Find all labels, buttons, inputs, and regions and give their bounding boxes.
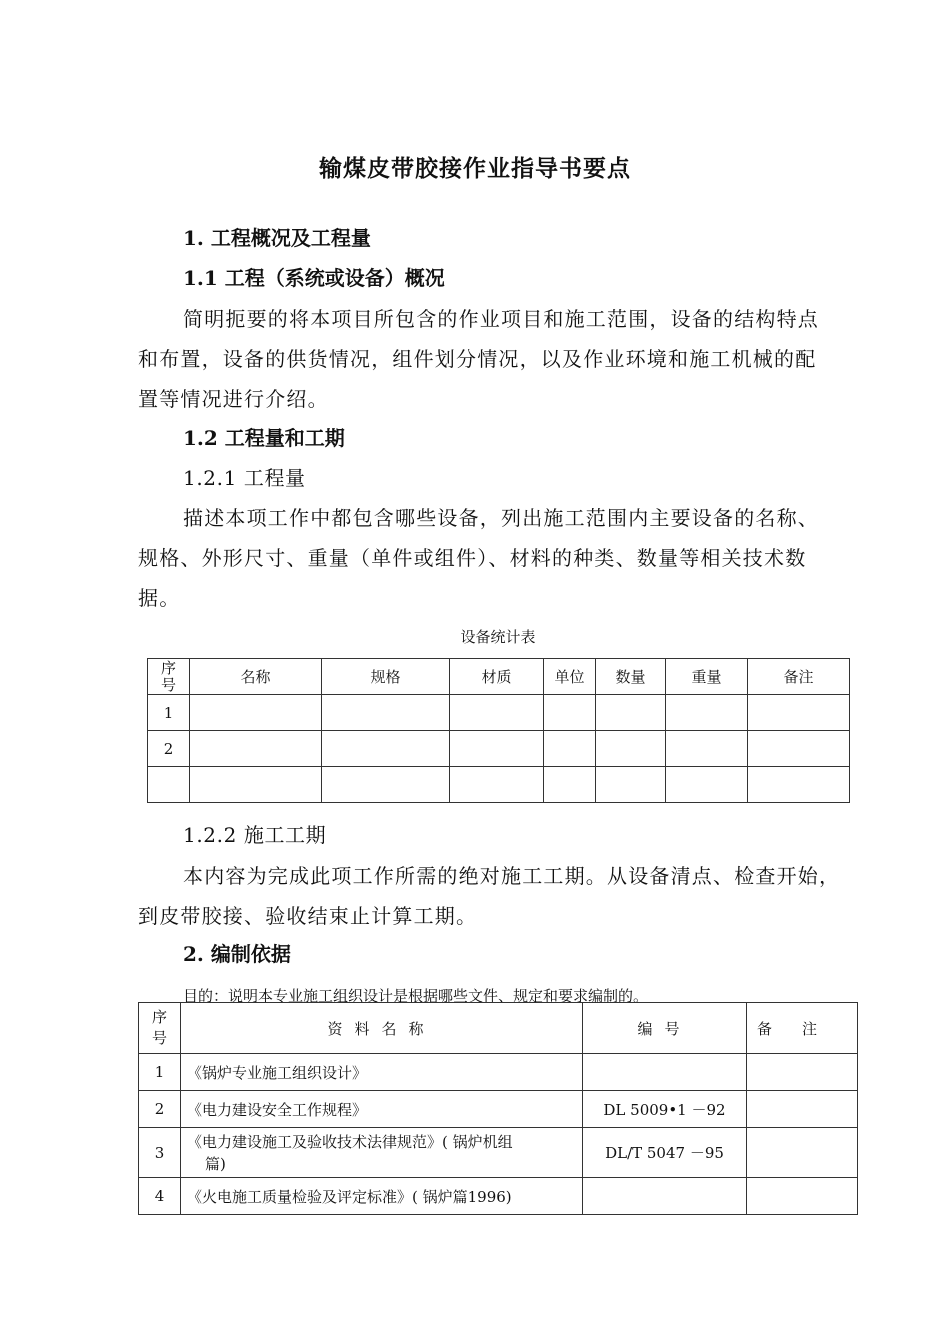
table-cell bbox=[748, 731, 850, 767]
table-cell-remark bbox=[747, 1178, 858, 1215]
table-row bbox=[139, 1178, 858, 1215]
equipment-table bbox=[147, 658, 850, 803]
heading-section-1-2-2: 1.2.2 施工工期 bbox=[183, 823, 327, 847]
paragraph-line: 和布置，设备的供货情况，组件划分情况，以及作业环境和施工机械的配 bbox=[138, 347, 817, 371]
doc-name-line: 《电力建设施工及验收技术法律规范》( 锅炉机组 bbox=[187, 1132, 513, 1151]
header-seq-char: 号 bbox=[160, 675, 176, 694]
table-header-row bbox=[148, 659, 850, 695]
table-caption: 设备统计表 bbox=[460, 628, 536, 646]
table-cell bbox=[748, 695, 850, 731]
table-cell bbox=[450, 731, 544, 767]
table-cell: 2 bbox=[148, 731, 190, 767]
table-cell bbox=[596, 767, 666, 803]
header-cell-remark: 备注 bbox=[748, 659, 850, 695]
header-cell-doc-name: 资料名称 bbox=[181, 1003, 583, 1054]
paragraph-line: 描述本项工作中都包含哪些设备，列出施工范围内主要设备的名称、 bbox=[183, 506, 819, 530]
table-header-row bbox=[139, 1003, 858, 1054]
header-cell-name: 名称 bbox=[190, 659, 322, 695]
paragraph-line: 规格、外形尺寸、重量（单件或组件）、材料的种类、数量等相关技术数 bbox=[138, 546, 807, 570]
table-cell-code bbox=[583, 1054, 747, 1091]
table-cell-seq: 2 bbox=[139, 1091, 181, 1128]
table-cell-remark bbox=[747, 1091, 858, 1128]
table-cell: 1 bbox=[148, 695, 190, 731]
table-cell-remark bbox=[747, 1128, 858, 1178]
table-cell-doc-name: 《锅炉专业施工组织设计》 bbox=[181, 1054, 583, 1091]
heading-section-1-2-1: 1.2.1 工程量 bbox=[183, 466, 306, 490]
heading-section-1-2: 1.2 工程量和工期 bbox=[183, 426, 345, 450]
paragraph-line: 简明扼要的将本项目所包含的作业项目和施工范围，设备的结构特点 bbox=[183, 307, 819, 331]
table-cell bbox=[450, 767, 544, 803]
table-row bbox=[139, 1054, 858, 1091]
table-cell-remark bbox=[747, 1054, 858, 1091]
header-cell-spec: 规格 bbox=[322, 659, 450, 695]
document-title: 输煤皮带胶接作业指导书要点 bbox=[319, 155, 631, 182]
table-cell bbox=[666, 767, 748, 803]
table-cell-seq: 4 bbox=[139, 1178, 181, 1215]
header-seq-char: 序 bbox=[160, 658, 176, 677]
table-cell bbox=[666, 731, 748, 767]
table-cell-doc-name: 《电力建设安全工作规程》 bbox=[181, 1091, 583, 1128]
header-cell-seq bbox=[139, 1003, 181, 1054]
heading-section-2: 2. 编制依据 bbox=[183, 942, 291, 966]
basis-table bbox=[138, 1002, 858, 1215]
table-cell bbox=[190, 731, 322, 767]
header-seq-char: 序 bbox=[151, 1008, 167, 1026]
table-cell bbox=[450, 695, 544, 731]
doc-name-line: 篇) bbox=[205, 1154, 226, 1173]
table-cell bbox=[544, 767, 596, 803]
table-cell bbox=[322, 767, 450, 803]
table-row bbox=[139, 1091, 858, 1128]
table-cell bbox=[148, 767, 190, 803]
header-cell-quantity: 数量 bbox=[596, 659, 666, 695]
table-cell-doc-name: 《火电施工质量检验及评定标准》( 锅炉篇1996) bbox=[181, 1178, 583, 1215]
paragraph-line: 到皮带胶接、验收结束止计算工期。 bbox=[138, 904, 478, 928]
heading-section-1-1: 1.1 工程（系统或设备）概况 bbox=[183, 266, 445, 290]
paragraph-line: 本内容为完成此项工作所需的绝对施工工期。从设备清点、检查开始， bbox=[183, 864, 841, 888]
header-cell-seq bbox=[148, 659, 190, 695]
table-cell-code: DL 5009•1 －92 bbox=[583, 1091, 747, 1128]
header-seq-char: 号 bbox=[151, 1029, 167, 1047]
table-cell bbox=[322, 695, 450, 731]
header-cell-code: 编号 bbox=[583, 1003, 747, 1054]
table-cell bbox=[544, 731, 596, 767]
table-cell-code: DL/T 5047 －95 bbox=[583, 1128, 747, 1178]
table-cell bbox=[190, 767, 322, 803]
table-cell-seq: 3 bbox=[139, 1128, 181, 1178]
table-cell bbox=[666, 695, 748, 731]
table-cell bbox=[322, 731, 450, 767]
table-row bbox=[139, 1128, 858, 1178]
table-cell bbox=[544, 695, 596, 731]
header-cell-material: 材质 bbox=[450, 659, 544, 695]
table-cell-code bbox=[583, 1178, 747, 1215]
table-row bbox=[148, 731, 850, 767]
table-cell bbox=[190, 695, 322, 731]
table-cell bbox=[748, 767, 850, 803]
header-cell-remark: 备注 bbox=[747, 1003, 858, 1054]
header-cell-unit: 单位 bbox=[544, 659, 596, 695]
table-cell-seq: 1 bbox=[139, 1054, 181, 1091]
table-row bbox=[148, 695, 850, 731]
table-cell bbox=[596, 731, 666, 767]
purpose-note: 目的：说明本专业施工组织设计是根据哪些文件、规定和要求编制的。 bbox=[183, 987, 649, 1005]
header-cell-weight: 重量 bbox=[666, 659, 748, 695]
table-row bbox=[148, 767, 850, 803]
table-cell bbox=[596, 695, 666, 731]
heading-section-1: 1. 工程概况及工程量 bbox=[183, 226, 371, 250]
paragraph-line: 据。 bbox=[138, 586, 181, 610]
table-cell-doc-name bbox=[181, 1128, 583, 1178]
paragraph-line: 置等情况进行介绍。 bbox=[138, 387, 329, 411]
